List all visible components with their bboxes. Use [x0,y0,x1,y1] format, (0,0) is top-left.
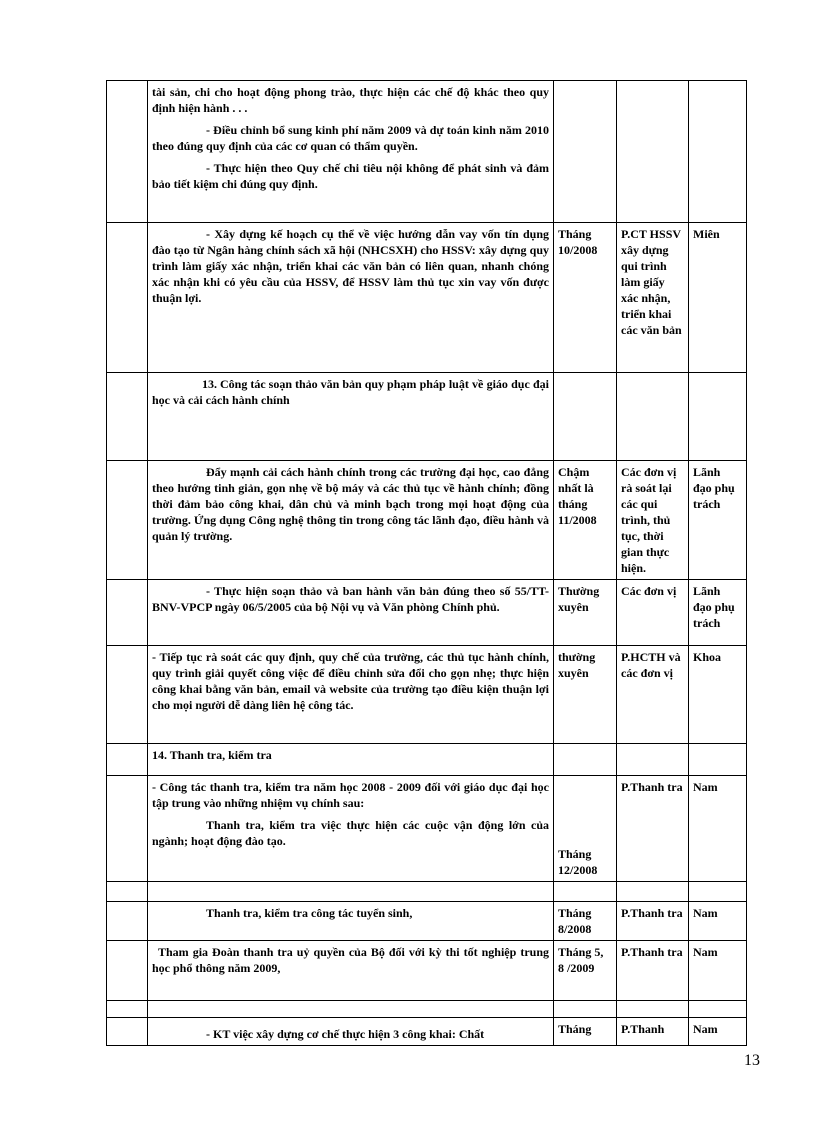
unit-cell [617,373,689,461]
section-heading-13 [148,373,554,461]
section-heading-14: 14. Thanh tra, kiểm tra [148,744,554,776]
time-cell [554,882,617,902]
index-cell [107,81,148,223]
time-cell: thường xuyên [554,646,617,744]
content-paragraph: - Thực hiện soạn thảo và ban hành văn bản đúng theo số 55/TT-BNV-VPCP ngày 06/5/2005 của bộ Nội vụ và Văn phòng Chính phủ. [152,584,549,614]
unit-cell [617,1001,689,1018]
section-title-line-2: pháp luật về giáo dục đại học và cải cách hành chính [152,377,550,407]
lead-cell: Lãnh đạo phụ trách [689,580,747,646]
lead-cell [689,882,747,902]
table-row [107,580,747,646]
unit-cell: P.Thanh tra [617,776,689,882]
content-cell [148,1001,554,1018]
table-row [107,461,747,580]
unit-cell: Các đơn vị [617,580,689,646]
unit-cell: P.Thanh tra [617,902,689,941]
index-cell [107,776,148,882]
time-cell: Tháng 8/2008 [554,902,617,941]
table-row [107,373,747,461]
time-cell: Tháng [554,1018,617,1046]
content-paragraph: - Công tác thanh tra, kiểm tra năm học 2008 - 2009 đối với giáo dục đại học tập trung vào những nhiệm vụ chính sau: [152,780,549,810]
table-row [107,744,747,776]
content-paragraph: tài sản, chi cho hoạt động phong trào, thực hiện các chế độ khác theo quy định hiện hành . . . [152,85,549,115]
unit-cell: P.Thanh [617,1018,689,1046]
unit-cell: P.Thanh tra [617,941,689,1001]
work-plan-table [106,80,747,1046]
lead-cell: Nam [689,941,747,1001]
table-row [107,223,747,373]
content-cell [148,646,554,744]
content-cell [148,461,554,580]
table-row [107,1001,747,1018]
section-title-line-1: 13. Công tác soạn thảo văn bản quy phạm [202,377,417,391]
content-paragraph: - KT việc xây dựng cơ chế thực hiện 3 công khai: Chất [206,1027,485,1041]
index-cell [107,941,148,1001]
time-cell: Tháng 10/2008 [554,223,617,373]
table-row [107,882,747,902]
lead-cell: Nam [689,1018,747,1046]
lead-cell: Lãnh đạo phụ trách [689,461,747,580]
index-cell [107,646,148,744]
content-cell [148,223,554,373]
table-row [107,902,747,941]
index-cell [107,461,148,580]
lead-cell: Nam [689,776,747,882]
time-cell [554,81,617,223]
content-cell [148,580,554,646]
unit-cell [617,882,689,902]
unit-cell: P.CT HSSV xây dựng qui trình làm giấy xác nhận, triển khai các văn bản [617,223,689,373]
lead-cell: Miên [689,223,747,373]
index-cell [107,580,148,646]
content-paragraph: - Xây dựng kế hoạch cụ thể về việc hướng dẫn vay vốn tín dụng đào tạo từ Ngân hàng chính sách xã hội (NHCSXH) cho HSSV: xây dựng quy trình làm giấy xác nhận, triển khai các văn bản có liên quan, nhanh chóng xác nhận khi có yêu cầu của HSSV, để HSSV làm thủ tục xin vay vốn được thuận lợi. [152,227,549,305]
table-row [107,81,747,223]
time-cell [554,1001,617,1018]
lead-cell [689,744,747,776]
page-number: 13 [744,1052,760,1069]
table-row [107,1018,747,1046]
index-cell [107,902,148,941]
content-cell [148,1018,554,1046]
content-paragraph: Đẩy mạnh cải cách hành chính trong các trường đại học, cao đẳng theo hướng tinh giản, gọn nhẹ về bộ máy và các thủ tục về hành chính; đồng thời đảm bảo công khai, dân chủ và minh bạch trong mọi hoạt động của trường. Ứng dụng Công nghệ thông tin trong công tác lãnh đạo, điều hành và quản lý trường. [152,465,549,543]
content-cell [148,941,554,1001]
table-row [107,646,747,744]
time-cell [554,744,617,776]
lead-cell: Nam [689,902,747,941]
lead-cell [689,1001,747,1018]
unit-cell [617,744,689,776]
content-cell [148,902,554,941]
time-cell [554,373,617,461]
time-cell: Tháng 5, 8 /2009 [554,941,617,1001]
lead-cell: Khoa [689,646,747,744]
time-cell: Thường xuyên [554,580,617,646]
time-cell: Tháng 12/2008 [554,776,617,882]
index-cell [107,1001,148,1018]
index-cell [107,1018,148,1046]
table-row [107,941,747,1001]
content-paragraph: - Thực hiện theo Quy chế chi tiêu nội không để phát sinh và đảm bảo tiết kiệm chi đúng quy định. [152,161,549,191]
table-row [107,776,747,882]
unit-cell: P.HCTH và các đơn vị [617,646,689,744]
index-cell [107,373,148,461]
content-cell [148,882,554,902]
content-paragraph: Thanh tra, kiểm tra công tác tuyển sinh, [206,906,413,920]
content-paragraph: Thanh tra, kiểm tra việc thực hiện các cuộc vận động lớn của ngành; hoạt động đào tạo. [152,818,549,848]
time-cell: Chậm nhất là tháng 11/2008 [554,461,617,580]
content-cell [148,81,554,223]
index-cell [107,882,148,902]
unit-cell [617,81,689,223]
unit-cell: Các đơn vị rà soát lại các qui trình, thủ tục, thời gian thực hiện. [617,461,689,580]
index-cell [107,744,148,776]
content-paragraph: - Tiếp tục rà soát các quy định, quy chế của trường, các thủ tục hành chính, quy trình giải quyết công việc để điều chỉnh sửa đổi cho gọn nhẹ; thực hiện công khai bằng văn bản, email và website của trường tạo điều kiện thuận lợi cho mọi người dễ dàng liên hệ công tác. [152,650,549,712]
content-paragraph: Tham gia Đoàn thanh tra uỷ quyền của Bộ đối với kỳ thi tốt nghiệp trung học phổ thông năm 2009, [152,945,549,975]
content-paragraph: - Điều chỉnh bổ sung kinh phí năm 2009 và dự toán kinh năm 2010 theo đúng quy định của các cơ quan có thẩm quyền. [152,123,549,153]
index-cell [107,223,148,373]
lead-cell [689,81,747,223]
lead-cell [689,373,747,461]
content-cell [148,776,554,882]
